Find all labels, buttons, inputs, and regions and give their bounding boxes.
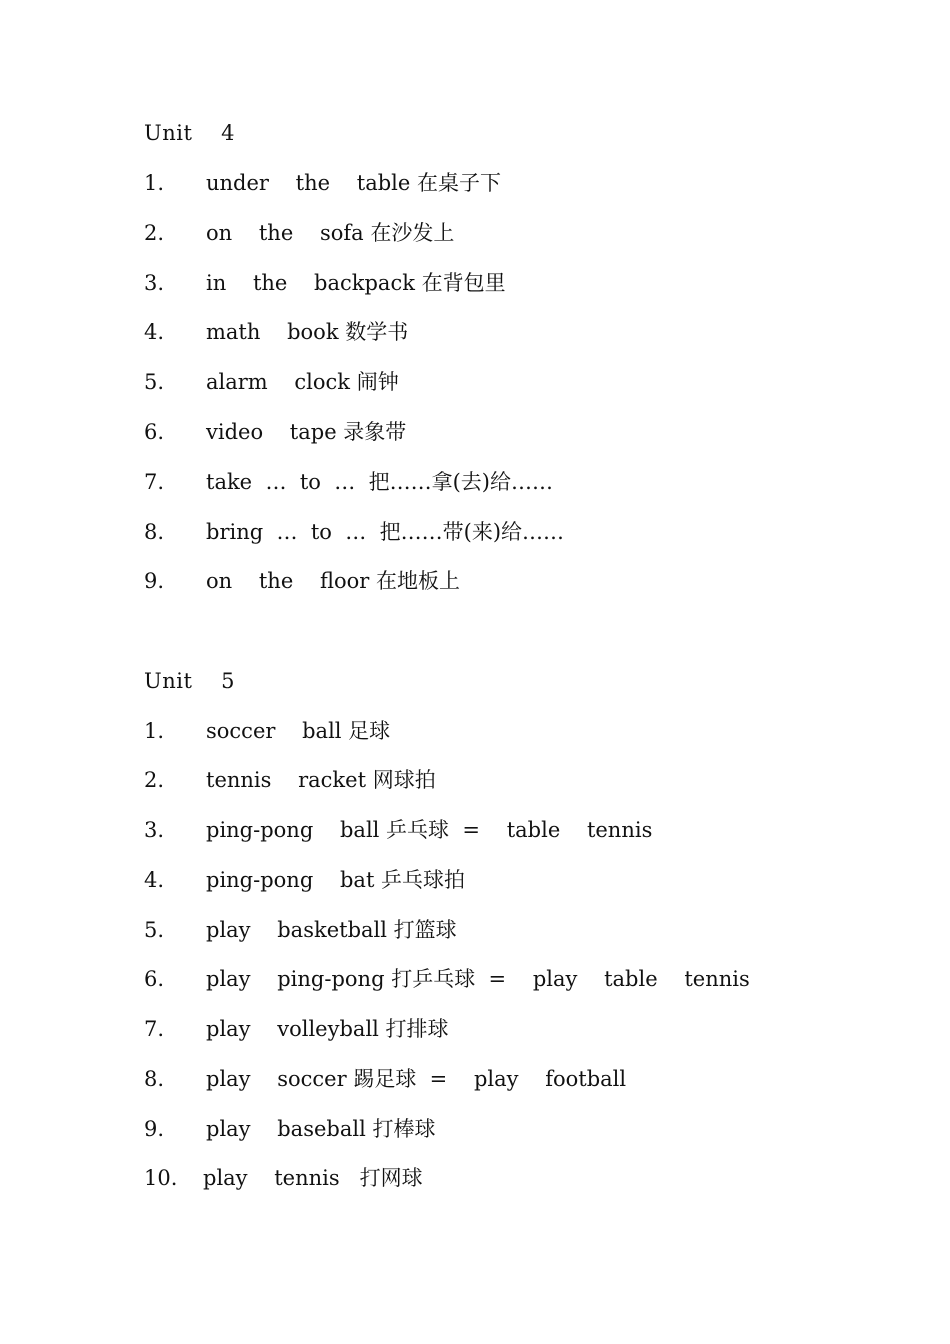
item-text: alarm clock 闹钟 — [206, 370, 399, 394]
item-number: 6. — [144, 967, 165, 991]
item-text: in the backpack 在背包里 — [206, 271, 506, 295]
item-number: 1. — [144, 171, 165, 195]
item-number: 9. — [144, 1117, 165, 1141]
item-text: bring … to … 把……带(来)给…… — [206, 520, 565, 544]
unit-5-heading: Unit 5 — [144, 669, 235, 693]
item-text: on the sofa 在沙发上 — [206, 221, 455, 245]
item-text: play tennis 打网球 — [203, 1166, 423, 1190]
item-text: play volleyball 打排球 — [206, 1017, 449, 1041]
item-number: 7. — [144, 1017, 165, 1041]
item-number: 3. — [144, 271, 165, 295]
item-text: take … to … 把……拿(去)给…… — [206, 470, 553, 494]
item-text: soccer ball 足球 — [206, 719, 391, 743]
item-text: play ping-pong 打乒乓球 = play table tennis — [206, 967, 750, 991]
unit-4-heading: Unit 4 — [144, 121, 235, 145]
item-text: play basketball 打篮球 — [206, 918, 457, 942]
item-number: 6. — [144, 420, 165, 444]
item-text: play soccer 踢足球 = play football — [206, 1067, 627, 1091]
item-number: 5. — [144, 370, 165, 394]
item-text: under the table 在桌子下 — [206, 171, 501, 195]
item-text: ping-pong bat 乒乓球拍 — [206, 868, 466, 892]
item-number: 7. — [144, 470, 165, 494]
item-number: 2. — [144, 768, 165, 792]
item-number: 4. — [144, 868, 165, 892]
item-text: tennis racket 网球拍 — [206, 768, 436, 792]
item-number: 8. — [144, 520, 165, 544]
item-number: 5. — [144, 918, 165, 942]
item-text: math book 数学书 — [206, 320, 409, 344]
item-number: 9. — [144, 569, 165, 593]
item-number: 4. — [144, 320, 165, 344]
item-text: video tape 录象带 — [206, 420, 407, 444]
item-number: 1. — [144, 719, 165, 743]
item-number: 8. — [144, 1067, 165, 1091]
item-number: 2. — [144, 221, 165, 245]
item-text: play baseball 打棒球 — [206, 1117, 436, 1141]
item-number: 3. — [144, 818, 165, 842]
item-text: on the floor 在地板上 — [206, 569, 460, 593]
item-text: ping-pong ball 乒乓球 = table tennis — [206, 818, 653, 842]
item-number: 10. — [144, 1166, 178, 1190]
